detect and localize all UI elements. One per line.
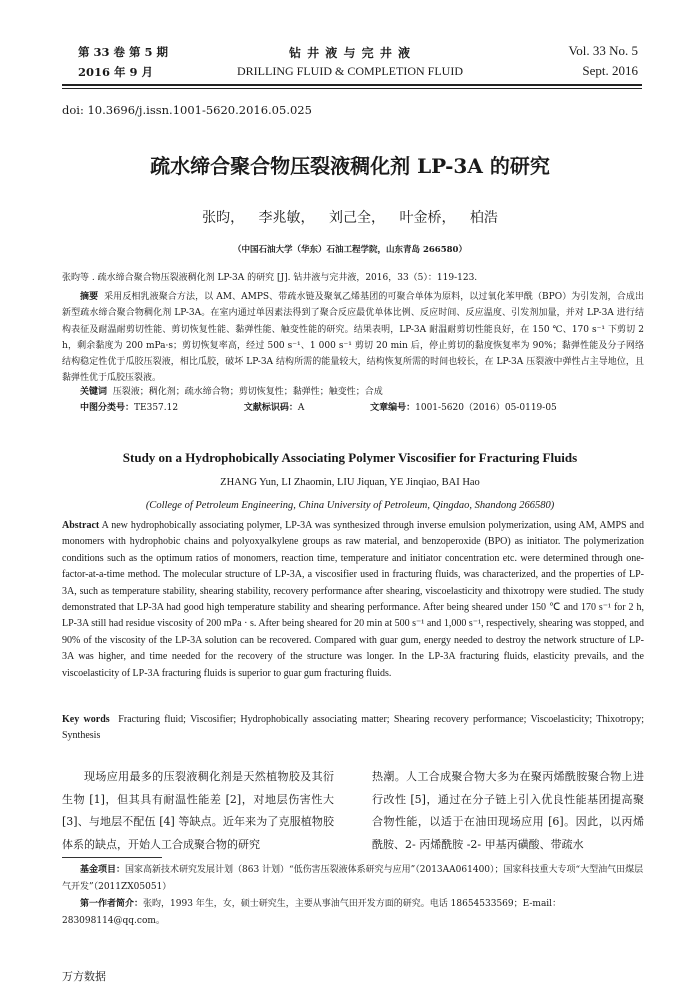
journal-name-en: DRILLING FLUID & COMPLETION FLUID — [237, 64, 463, 78]
english-title: Study on a Hydrophobically Associating Polymer Viscosifier for Fracturing Fluids — [122, 450, 578, 465]
keywords-cn-text: 压裂液；稠化剂；疏水缔合物；剪切恢复性；黏弹性；触变性；合成 — [112, 387, 383, 397]
abstract-en — [62, 518, 644, 682]
article-number-label: 文章编号： — [370, 403, 416, 413]
clc-label: 中图分类号： — [80, 403, 135, 413]
english-authors: ZHANG Yun, LI Zhaomin, LIU Jiquan, YE Jinqiao, BAI Hao — [220, 477, 480, 488]
date-en: Sept. 2016 — [582, 63, 638, 78]
abstract-en-label: Abstract — [62, 520, 100, 531]
abstract-cn — [62, 289, 644, 387]
abstract-cn-label: 摘要 — [80, 292, 99, 302]
fund-label: 基金项目： — [80, 865, 126, 875]
journal-name-cn: 钻 井 液 与 完 井 液 — [288, 46, 412, 60]
abstract-cn-text: 采用反相乳液聚合方法，以 AM、AMPS、带疏水链及聚氧乙烯基团的可聚合单体为原料，以过氧化苯甲酰（BPO）为引发剂，合成出新型疏水缔合聚合物稠化剂 LP-3A。在室内通过单因素法得到了聚合反应最优单体比例、反应时间、反应温度、引发剂加量，并对 LP-3A 进行结构表征及耐温耐剪切性能、剪切恢复性能、黏弹性能、触变性能的研究。结果表明，LP-3A 耐温耐剪切性能良好，在 150 ℃、170 s⁻¹ 下剪切 2 h，剩余黏度为 200 mPa·s；剪切恢复率高，经过 500 s⁻¹、1 000 s⁻¹ 剪切 20 min 后，停止剪切的黏度恢复率为 90%；黏弹性能及分子网络结构稳定性优于瓜胶压裂液，相比瓜胶，破坏 LP-3A 结构所需的能量较大，结构恢复所需的时间也较长，在 LP-3A 压裂液中弹性占主导地位，且黏弹性优于瓜胶压裂液。 — [62, 292, 644, 384]
doc-code-label: 文献标识码： — [243, 403, 298, 413]
article-number-value: 1001-5620（2016）05-0119-05 — [415, 403, 557, 413]
footnote — [62, 862, 644, 930]
clc-value: TE357.12 — [134, 403, 179, 413]
author-list: 张昀， 李兆敏， 刘己全， 叶金桥， 柏浩 — [202, 210, 498, 226]
first-author-text: 张昀，1993 年生，女，硕士研究生，主要从事油气田开发方面的研究。电话 18654533569；E-mail：283098114@qq.com。 — [62, 899, 562, 926]
body-column-left: 现场应用最多的压裂液稠化剂是天然植物胶及其衍生物 [1]，但其具有耐温性能差 [2]，对地层伤害性大 [3]、与地层不配伍 [4] 等缺点。近年来为了克服植物胶体系的缺点，开始人工合成聚合物的研究 — [62, 770, 334, 851]
fund-note — [62, 862, 644, 896]
abstract-en-text: A new hydrophobically associating polymer, LP-3A was synthesized through inverse emulsion polymerization, using AM, AMPS and monomers with hydrophobic chains and polyoxyalkylene groups as raw material, and benzoperoxide (BPO) as initiator. The polymerization conditions such as the optimum ratios of monomers, reaction time, temperature and initiator concentration etc. were determined through one-factor-at-a-time method. The molecular structure of LP-3A, a viscosifier used in fracturing fluids, was characterized, and the properties of LP-3A, such as temperature stability, shearing stability, recovery performance after shearing, viscoelasticity and thixotropy were studied. The study demonstrated that LP-3A had good high temperature stability and shearing performance. After being sheared under 150 ℃ and 170 s⁻¹ for 2 h, LP-3A still had residue viscosity of 200 mPa · s. After being sheared for 20 min at 500 s⁻¹ and 1,000 s⁻¹, respectively, shearing was stopped, and 90% of the viscosity of the LP-3A solution can be recovered. Compared with guar gum, energy needed to destroy the network structure of LP-3A was higher, and time needed for the recovery of the structure was longer. In the LP-3A fracturing fluids, elasticity prevails, and the viscoelasticity of LP-3A fracturing fluids is superior to guar gum fracturing fluids. — [62, 520, 644, 679]
first-author-label: 第一作者简介： — [80, 899, 144, 909]
citation: 张昀等 . 疏水缔合聚合物压裂液稠化剂 LP-3A 的研究 [J]. 钻井液与完井液，2016，33（5）：119-123. — [62, 273, 478, 283]
paper-title: 疏水缔合聚合物压裂液稠化剂 LP-3A 的研究 — [150, 154, 550, 178]
doc-code-value: A — [297, 403, 305, 413]
classification-line — [62, 400, 644, 416]
doi: doi: 10.3696/j.issn.1001-5620.2016.05.025 — [62, 103, 312, 117]
keywords-en — [62, 712, 644, 745]
header-rule-thin — [62, 88, 642, 89]
header-rule — [62, 84, 642, 86]
keywords-cn — [62, 384, 644, 400]
author-note — [62, 896, 644, 930]
volume-en: Vol. 33 No. 5 — [568, 43, 638, 58]
keywords-cn-label: 关键词 — [80, 387, 108, 397]
fund-text: 国家高新技术研究发展计划（863 计划）“低伤害压裂液体系研究与应用”（2013AA061400）；国家科技重大专项“大型油气田煤层气开发”（2011ZX05051） — [62, 865, 644, 892]
keywords-en-label: Key words — [62, 714, 110, 725]
volume-cn: 第 33 卷 第 5 期 — [78, 45, 169, 59]
watermark-text: 万方数据 — [62, 970, 106, 983]
affiliation: （中国石油大学（华东）石油工程学院，山东青岛 266580） — [233, 245, 467, 255]
footnote-rule — [62, 857, 162, 858]
date-cn: 2016 年 9 月 — [78, 65, 154, 79]
english-affiliation: (College of Petroleum Engineering, China University of Petroleum, Qingdao, Shandong 266580) — [145, 500, 555, 511]
keywords-en-text: Fracturing fluid; Viscosifier; Hydrophobically associating matter; Shearing recovery performance; Viscoelasticity; Thixotropy; Synthesis — [62, 714, 644, 742]
body-column-right: 热潮。人工合成聚合物大多为在聚丙烯酰胺聚合物上进行改性 [5]，通过在分子链上引入优良性能基团提高聚合物性能，以适于在油田现场应用 [6]。因此，以丙烯酰胺、2- 丙烯酰胺 -2- 甲基丙磺酸、带疏水 — [372, 770, 644, 851]
